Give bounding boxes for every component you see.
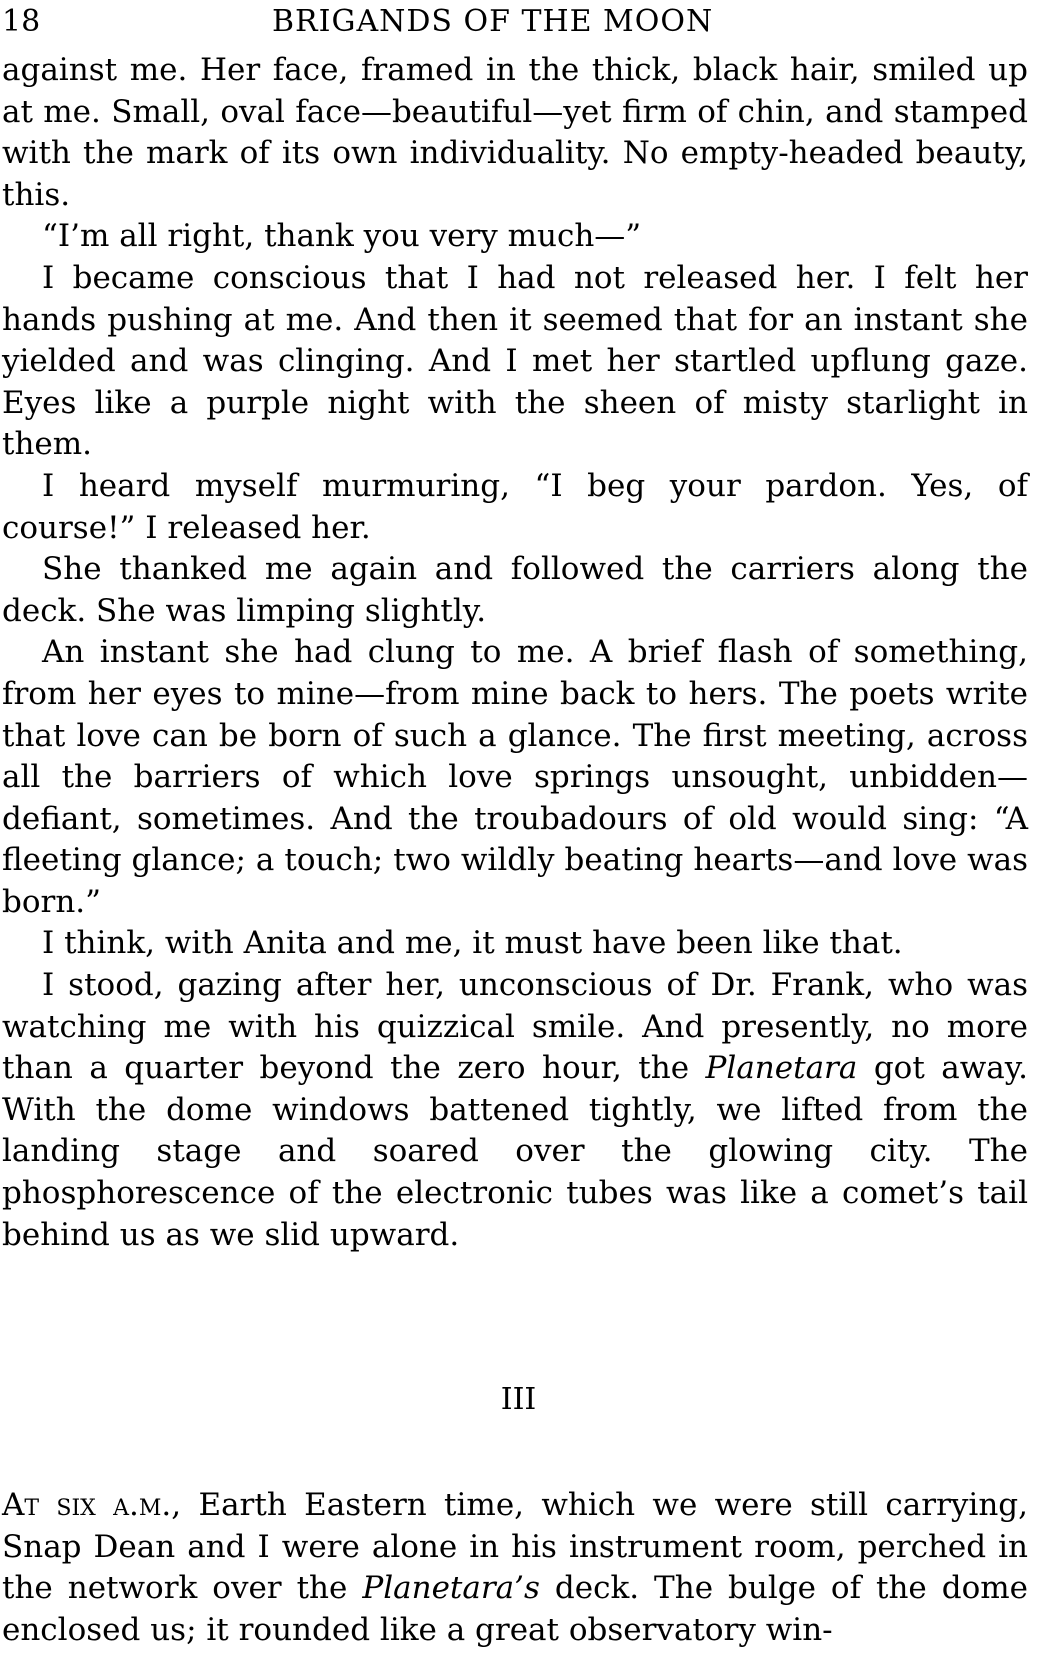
- paragraph: [2, 965, 1028, 1256]
- ship-name: Planetara: [705, 1050, 858, 1087]
- page-number: 18: [2, 4, 41, 39]
- paragraph: I became conscious that I had not released her. I felt her hands pushing at me. And then it seemed that for an instant she yielded and was clinging. And I met her startled upflung gaze. Eyes like a purple night with the sheen of misty starlight in them.: [2, 259, 1028, 463]
- paragraph: An instant she had clung to me. A brief flash of something, from her eyes to mine—from mine back to hers. The poets write that love can be born of such a glance. The first meeting, across all the barriers of which love springs unsought, unbidden—defiant, sometimes. And the troubadours of old would sing: “A fleeting glance; a touch; two wildly beating hearts—and love was born.”: [2, 634, 1028, 920]
- opening-small-caps: At six a.m.: [2, 1487, 172, 1523]
- page-header: [2, 0, 1028, 44]
- paragraph: “I’m all right, thank you very much—”: [42, 218, 642, 255]
- body-text: [2, 50, 1028, 1256]
- paragraph: I heard myself murmuring, “I beg your pardon. Yes, of course!” I released her.: [2, 467, 1028, 546]
- running-head: BRIGANDS OF THE MOON: [272, 4, 714, 39]
- text-run: deck. The bulge of the dome enclosed us; it rounded like a great observatory win-: [2, 1570, 1028, 1648]
- chapter-body: [2, 1485, 1028, 1651]
- text-run: I stood, gazing after her, unconscious of Dr. Frank, who was watching me with his quizzical smile. And presently, no more than a quarter beyond the zero hour, the: [2, 967, 1028, 1087]
- paragraph: [2, 1485, 1028, 1651]
- text-run: got away. With the dome windows battened tightly, we lifted from the landing stage and soared over the glowing city. The phosphorescence of the electronic tubes was like a comet’s tail behind us as we slid upward.: [2, 1050, 1029, 1253]
- text-run: , Earth Eastern time, which we were still carrying, Snap Dean and I were alone in his instrument room, perched in the network over the: [2, 1487, 1028, 1607]
- paragraph: against me. Her face, framed in the thick, black hair, smiled up at me. Small, oval face—beautiful—yet firm of chin, and stamped with the mark of its own individuality. No empty-headed beauty, this.: [2, 52, 1028, 213]
- paragraph: She thanked me again and followed the carriers along the deck. She was limping slightly.: [2, 551, 1028, 629]
- paragraph: I think, with Anita and me, it must have been like that.: [42, 925, 903, 962]
- chapter-heading: III: [500, 1382, 537, 1417]
- ship-name: Planetara’s: [362, 1570, 540, 1607]
